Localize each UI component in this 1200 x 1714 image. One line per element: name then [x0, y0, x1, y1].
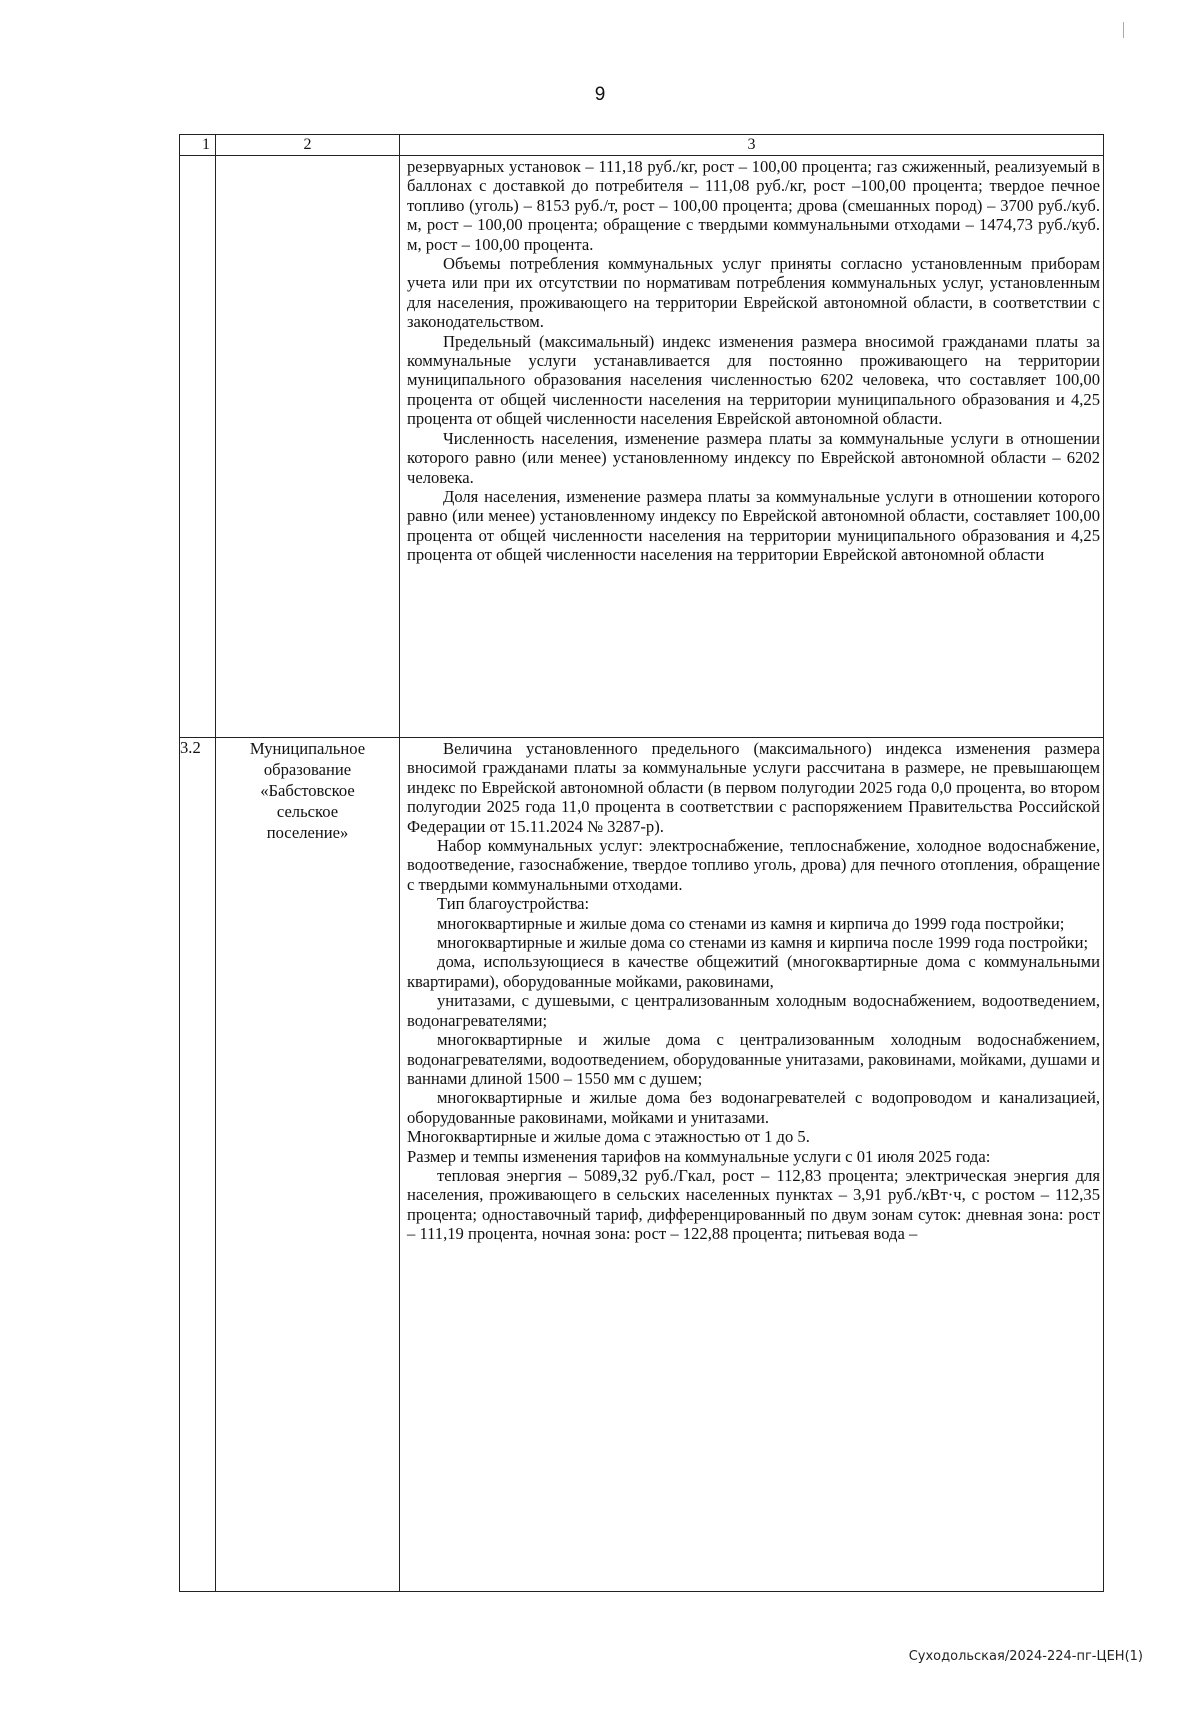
name-line: «Бабстовское — [260, 781, 355, 800]
paragraph: Доля населения, изменение размера платы за коммунальные услуги в отношении которого равно (или менее) установленному индексу по Еврейской автономной области, составляет 100,00 процента от общей численности населения на территории муниципального образования и 4,25 процента от общей численности населения на территории Еврейской автономной области — [407, 486, 1100, 565]
paragraph: Численность населения, изменение размера платы за коммунальные услуги в отношении которого равно (или менее) установленному индексу по Еврейской автономной области – 6202 человека. — [407, 428, 1100, 487]
paragraph: Объемы потребления коммунальных услуг приняты согласно установленным приборам учета или при их отсутствии по нормативам потребления коммунальных услуг, установленным для населения, проживающего на территории Еврейской автономной области, в соответствии с законодательством. — [407, 254, 1100, 332]
name-line: сельское — [276, 802, 339, 821]
paragraph: многоквартирные и жилые дома со стенами из камня и кирпича после 1999 года постройки; — [437, 933, 1089, 953]
paragraph: многоквартирные и жилые дома со стенами из камня и кирпича до 1999 года постройки; — [437, 913, 1065, 933]
paragraph: Размер и темпы изменения тарифов на коммунальные услуги с 01 июля 2025 года: — [407, 1146, 991, 1166]
paragraph: Многоквартирные и жилые дома с этажностью от 1 до 5. — [407, 1127, 810, 1147]
table-row-3-2 — [180, 738, 1104, 1592]
cell-description — [400, 738, 1104, 1592]
column-header-3: 3 — [400, 135, 1104, 156]
column-header-2: 2 — [216, 135, 400, 156]
column-header-1: 1 — [180, 135, 216, 156]
paragraph: унитазами, с душевыми, с централизованным холодным водоснабжением, водоотведением, водонагревателями; — [407, 991, 1100, 1030]
scan-artifact — [1123, 22, 1124, 38]
table-header-row — [180, 135, 1104, 156]
paragraph: тепловая энергия – 5089,32 руб./Гкал, рост – 112,83 процента; электрическая энергия для населения, проживающего в сельских населенных пунктах – 3,91 руб./кВт·ч, с ростом – 112,35 процента; одноставочный тариф, дифференцированный по двум зонам суток: дневная зона: рост – 111,19 процента, ночная зона: рост – 122,88 процента; питьевая вода – — [407, 1165, 1100, 1244]
cell-number-empty — [180, 156, 216, 738]
table-row-continued — [180, 156, 1104, 738]
paragraph: Набор коммунальных услуг: электроснабжение, теплоснабжение, холодное водоснабжение, водоотведение, газоснабжение, твердое топливо уголь, дрова) для печного отопления, обращение с твердыми коммунальными отходами. — [407, 836, 1100, 894]
paragraph: Тип благоустройства: — [437, 894, 590, 914]
paragraph: резервуарных установок – 111,18 руб./кг, рост – 100,00 процента; газ сжиженный, реализуемый в баллонах с доставкой до потребителя – 111,08 руб./кг, рост –100,00 процента; твердое печное топливо (уголь) – 8153 руб./т, рост – 100,00 процента; дрова (смешанных пород) – 3700 руб./куб. м, рост – 100,00 процента; обращение с твердыми коммунальными отходами – 1474,73 руб./куб. м, рост – 100,00 процента. — [407, 157, 1100, 254]
paragraph: Величина установленного предельного (максимального) индекса изменения размера вносимой гражданами платы за коммунальные услуги рассчитана в размере, не превышающем индекс по Еврейской автономной области (в первом полугодии 2025 года 0,0 процента, во втором полугодии 2025 года 11,0 процента в соответствии с распоряжением Правительства Российской Федерации от 15.11.2024 № 3287-р). — [407, 739, 1100, 836]
tariff-table — [179, 134, 1104, 1592]
document-footer: Суходольская/2024-224-пг-ЦЕН(1) — [908, 1649, 1143, 1664]
name-line: Муниципальное — [249, 739, 366, 758]
name-line: поселение» — [266, 823, 349, 842]
row-number: 3.2 — [180, 738, 216, 1592]
municipality-name — [216, 738, 400, 1592]
paragraph: Предельный (максимальный) индекс изменения размера вносимой гражданами платы за коммунальные услуги устанавливается для постоянно проживающего на территории муниципального образования населения численностью 6202 человека, что составляет 100,00 процента от общей численности населения на территории муниципального образования и 4,25 процента от общей численности населения Еврейской автономной области. — [407, 331, 1100, 429]
name-line: образование — [263, 760, 352, 779]
cell-description-continued — [400, 156, 1104, 738]
cell-name-empty — [216, 156, 400, 738]
paragraph: дома, использующиеся в качестве общежитий (многоквартирные дома с коммунальными квартирами), оборудованные мойками, раковинами, — [407, 952, 1100, 991]
page-number: 9 — [594, 84, 606, 105]
paragraph: многоквартирные и жилые дома без водонагревателей с водопроводом и канализацией, оборудованные раковинами, мойками и унитазами. — [407, 1088, 1100, 1127]
paragraph: многоквартирные и жилые дома с централизованным холодным водоснабжением, водонагревателями, водоотведением, оборудованные унитазами, раковинами, мойками, душами и ваннами длиной 1500 – 1550 мм с душем; — [407, 1030, 1100, 1088]
